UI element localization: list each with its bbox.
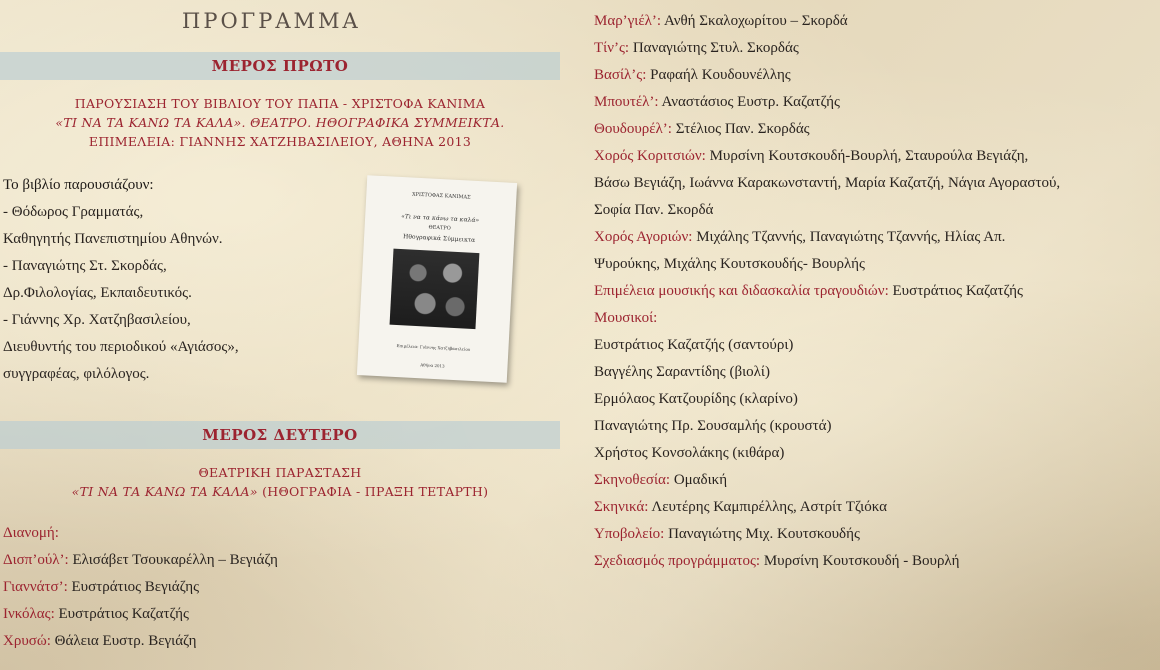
book-title: «Τι να τα κάνω τα καλά»: [401, 213, 480, 225]
part-two-intro: [0, 463, 560, 501]
cast-label: Διανομή:: [3, 525, 59, 541]
book-sub: ΘΕΑΤΡΟ: [428, 224, 451, 232]
credit-role: Χορός Κοριτσιών:: [594, 148, 706, 164]
credit-line: [594, 116, 1154, 143]
credit-name: Ευστράτιος Καζατζής (σαντούρι): [594, 337, 794, 353]
book-sub2: Ηθογραφικά Σύμμεικτα: [402, 233, 476, 244]
cast-role: Ινκόλας:: [3, 606, 55, 622]
credit-line: [594, 251, 1154, 278]
credit-name: Ερμόλαος Κατζουρίδης (κλαρίνο): [594, 391, 798, 407]
credit-name: Λευτέρης Καμπιρέλλης, Αστρίτ Τζιόκα: [648, 499, 887, 515]
credit-line: [594, 143, 1154, 170]
page-title: ΠΡΟΓΡΑΜΜΑ: [182, 9, 361, 33]
credit-line: [594, 386, 1154, 413]
credit-line: [594, 278, 1154, 305]
credit-role: Μπουτέλ’:: [594, 94, 659, 110]
credit-name: Ψυρούκης, Μιχάλης Κουτσκουδής- Βουρλής: [594, 256, 865, 272]
credit-name: Χρήστος Κονσολάκης (κιθάρα): [594, 445, 785, 461]
play-subtitle: (ΗΘΟΓΡΑΦΙΑ - ΠΡΑΞΗ ΤΕΤΑΡΤΗ): [257, 484, 489, 499]
credit-line: [594, 197, 1154, 224]
credit-line: [594, 413, 1154, 440]
credit-name: Ανθή Σκαλοχωρίτου – Σκορδά: [661, 13, 848, 29]
credit-role: Βασίλ’ς:: [594, 67, 647, 83]
performance-line-1: ΘΕΑΤΡΙΚΗ ΠΑΡΑΣΤΑΣΗ: [198, 465, 362, 480]
presenter-line: Δρ.Φιλολογίας, Εκπαιδευτικός.: [3, 285, 192, 301]
presenter-line: Καθηγητής Πανεπιστημίου Αθηνών.: [3, 231, 223, 247]
credit-line: [594, 359, 1154, 386]
play-title: «ΤΙ ΝΑ ΤΑ ΚΑΝΩ ΤΑ ΚΑΛΑ»: [71, 484, 258, 499]
credit-role: Μαρ’γιέλ’:: [594, 13, 662, 29]
credit-line: [594, 8, 1154, 35]
cast-name: Ευστράτιος Καζατζής: [54, 606, 189, 622]
credit-role: Τίν’ς:: [594, 40, 630, 56]
cast-item: [3, 628, 278, 655]
credit-line: [594, 62, 1154, 89]
presenter-line: Διευθυντής του περιοδικού «Αγιάσος»,: [3, 339, 239, 355]
part-one-intro: [0, 94, 560, 151]
presenter-line: - Παναγιώτης Στ. Σκορδάς,: [3, 258, 167, 274]
credit-name: Ευστράτιος Καζατζής: [888, 283, 1023, 299]
book-photo: [390, 249, 480, 329]
cast-name: Ευστράτιος Βεγιάζης: [67, 579, 200, 595]
credit-role: Σκηνικά:: [594, 499, 649, 515]
cast-role: Χρυσώ:: [3, 633, 51, 649]
cast-item: [3, 601, 278, 628]
credit-line: [594, 467, 1154, 494]
credit-name: Μυρσίνη Κουτσκουδή-Βουρλή, Σταυρούλα Βεγιάζη,: [705, 148, 1029, 164]
cast-item: [3, 547, 278, 574]
credit-role: Σκηνοθεσία:: [594, 472, 671, 488]
credit-role: Επιμέλεια μουσικής και διδασκαλία τραγουδιών:: [594, 283, 889, 299]
credit-line: [594, 170, 1154, 197]
part-two-heading: ΜΕΡΟΣ ΔΕΥΤΕΡΟ: [0, 421, 560, 449]
book-cover-image: [357, 175, 517, 383]
presenter-line: - Γιάννης Χρ. Χατζηβασιλείου,: [3, 312, 191, 328]
book-place: Αθήνα 2013: [420, 362, 445, 369]
cast-name: Ελισάβετ Τσουκαρέλλη – Βεγιάζη: [68, 552, 278, 568]
credit-name: Σοφία Παν. Σκορδά: [594, 202, 714, 218]
presenter-line: - Θόδωρος Γραμματάς,: [3, 204, 144, 220]
credit-line: [594, 89, 1154, 116]
credit-name: Μυρσίνη Κουτσκουδή - Βουρλή: [760, 553, 960, 569]
presenters-block: [3, 172, 239, 388]
credit-name: Στέλιος Παν. Σκορδάς: [671, 121, 810, 137]
part-one-heading: ΜΕΡΟΣ ΠΡΩΤΟ: [0, 52, 560, 80]
credit-name: Παναγιώτης Στυλ. Σκορδάς: [629, 40, 799, 56]
credit-name: Ραφαήλ Κουδουνέλλης: [646, 67, 791, 83]
book-author: ΧΡΙΣΤΟΦΑΣ ΚΑΝΙΜΑΣ: [411, 191, 471, 201]
credit-name: Ομαδική: [670, 472, 728, 488]
credit-name: Αναστάσιος Ευστρ. Καζατζής: [658, 94, 840, 110]
credit-line: [594, 521, 1154, 548]
credit-role: Μουσικοί:: [594, 310, 658, 326]
credit-line: [594, 440, 1154, 467]
intro-line-1: ΠΑΡΟΥΣΙΑΣΗ ΤΟΥ ΒΙΒΛΙΟΥ ΤΟΥ ΠΑΠΑ - ΧΡΙΣΤΟΦΑ ΚΑΝΙΜΑ: [74, 96, 486, 111]
credit-name: Μιχάλης Τζαννής, Παναγιώτης Τζαννής, Ηλίας Απ.: [692, 229, 1006, 245]
cast-role: Δισπ’ούλ’:: [3, 552, 69, 568]
credit-role: Υποβολείο:: [594, 526, 665, 542]
cast-item: [3, 574, 278, 601]
credit-line: [594, 305, 1154, 332]
credit-line: [594, 494, 1154, 521]
presenters-label: Το βιβλίο παρουσιάζουν:: [3, 177, 154, 193]
credit-name: Βάσω Βεγιάζη, Ιωάννα Καρακωνσταντή, Μαρία Καζατζή, Νάγια Αγοραστού,: [594, 175, 1061, 191]
cast-role: Γιαννάτσ’:: [3, 579, 68, 595]
credit-line: [594, 548, 1154, 575]
credit-role: Θουδουρέλ’:: [594, 121, 672, 137]
cast-name: Θάλεια Ευστρ. Βεγιάζη: [50, 633, 197, 649]
credit-name: Παναγιώτης Μιχ. Κουτσκουδής: [664, 526, 860, 542]
credit-name: Παναγιώτης Πρ. Σουσαμλής (κρουστά): [594, 418, 832, 434]
credit-name: Βαγγέλης Σαραντίδης (βιολί): [594, 364, 770, 380]
credits-column: [594, 8, 1154, 575]
intro-line-2: «ΤΙ ΝΑ ΤΑ ΚΑΝΩ ΤΑ ΚΑΛΑ». ΘΕΑΤΡΟ. ΗΘΟΓΡΑΦΙΚΑ ΣΥΜΜΕΙΚΤΑ.: [55, 115, 505, 130]
credit-role: Χορός Αγοριών:: [594, 229, 693, 245]
credit-line: [594, 332, 1154, 359]
presenter-line: συγγραφέας, φιλόλογος.: [3, 366, 150, 382]
cast-list: [3, 520, 278, 655]
book-editor: Επιμέλεια: Γιάννης Χατζηβασιλείου: [396, 342, 471, 352]
credit-line: [594, 35, 1154, 62]
performance-line-2: [0, 482, 560, 501]
intro-line-3: ΕΠΙΜΕΛΕΙΑ: ΓΙΑΝΝΗΣ ΧΑΤΖΗΒΑΣΙΛΕΙΟΥ, ΑΘΗΝΑ 2013: [88, 134, 472, 149]
credit-role: Σχεδιασμός προγράμματος:: [594, 553, 761, 569]
credit-line: [594, 224, 1154, 251]
